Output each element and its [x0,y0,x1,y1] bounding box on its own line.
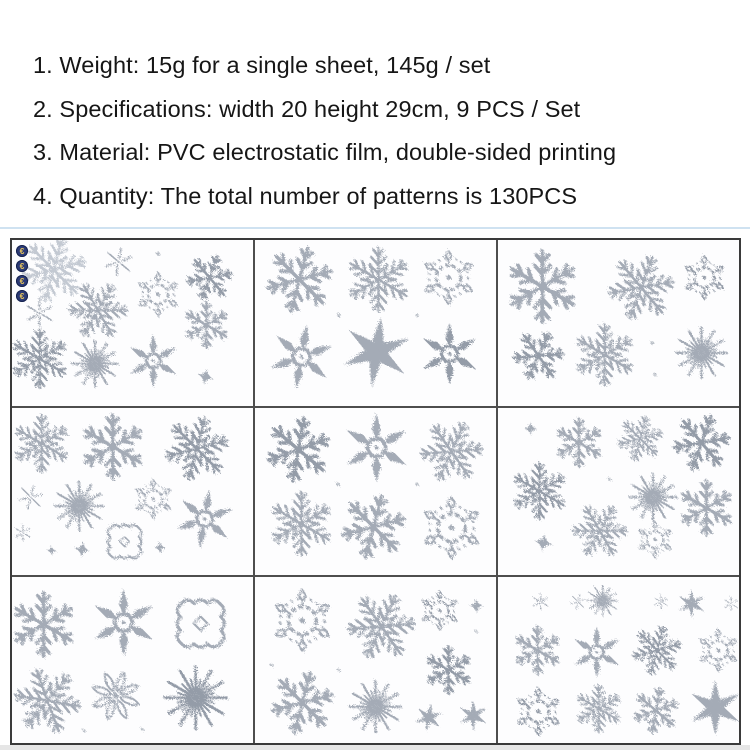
coin-badge-icon: € [16,275,28,287]
spec-line-weight: 1. Weight: 15g for a single sheet, 145g / set [33,52,491,78]
sheet-photo [12,577,253,743]
snowflake-fern [58,270,138,350]
snowflake-sparkle6 [105,246,133,277]
snowflake-sparkle4 [154,542,166,554]
sticker-sheet [12,577,253,743]
snowflake-fern [410,411,493,494]
snowflake-lace [638,522,672,559]
snowflake-burst [630,474,677,521]
snowflake-fern [575,685,623,732]
sheet-photo [255,577,496,743]
snowflake-dot [415,314,418,317]
sheet-photo [12,240,253,406]
snowflake-dendrite [265,665,339,740]
sheet-photo [255,240,496,406]
snowflake-star6 [175,488,234,551]
snowflake-dot [475,630,478,633]
snowflake-sparkle6 [28,300,52,327]
snowflake-fern [562,494,637,569]
snowflake-fern [627,620,687,680]
snowflake-sparkle4 [533,532,554,553]
sheet-photo [498,577,739,743]
snowflake-star6 [269,322,334,391]
snowflake-sparkle4 [524,422,537,435]
snowflake-star6 [423,326,475,382]
snowflake-burst [55,482,104,531]
snowflake-fern [612,411,668,467]
sticker-sheet [498,240,739,406]
snowflake-fern [574,324,635,385]
snowflake-sparkle6 [655,594,667,608]
snowflake-dendrite [82,415,144,479]
spec-line-material: 3. Material: PVC electrostatic film, double-sided printing [33,139,617,165]
snowflake-flower [85,664,147,727]
snowflake-starsharp [678,589,705,618]
snowflake-dendrite [680,481,733,536]
snowflake-dendrite [666,408,737,479]
snowflake-burst [165,666,227,728]
snowflake-dot [608,478,611,481]
sticker-sheet [498,577,739,743]
snowflake-sparkle6 [570,592,587,610]
snowflake-sparkle6 [533,593,547,610]
snowflake-starsharp [339,312,415,391]
snowflake-star6 [575,628,619,675]
coin-badge-icon: € [16,260,28,272]
snowflake-dot [156,252,160,256]
sheet-photo [498,408,739,574]
snowflake-dendrite [181,249,238,307]
snowflake-dot [650,341,653,344]
sticker-sheet [12,408,253,574]
divider-line [0,227,750,229]
snowflake-lace [517,688,560,735]
snowflake-sparkle6 [18,483,44,511]
snowflake-dendrite [508,251,577,322]
snowflake-dendrite [335,488,411,566]
sticker-sheet [255,577,496,743]
snowflake-sparkle4 [73,541,92,560]
snowflake-dendrite [630,684,682,737]
snowflake-dot [337,668,340,671]
snowflake-sparkle4 [469,598,484,613]
snowflake-fern [13,415,71,472]
snowflake-fern [511,463,568,519]
snowflake-lace [422,591,458,630]
snowflake-fern [346,248,410,312]
snowflake-dot [337,314,340,317]
snowflake-dendrite [184,302,228,348]
snowflake-fern [599,245,683,329]
snowflake-fern [12,654,94,743]
sticker-sheet [255,240,496,406]
snowflake-burst [588,585,618,615]
spec-line-specifications: 2. Specifications: width 20 height 29cm, 9 PCS / Set [33,95,581,122]
snowflake-dot [270,663,273,666]
snowflake-burst [350,681,402,733]
sheet-photo [498,240,739,406]
snowflake-lace [699,629,738,671]
sticker-sheet [498,408,739,574]
sticker-sheet-grid [10,238,741,745]
snowflake-lace [424,251,474,305]
bottom-strip [0,745,750,750]
snowflake-fern [269,492,333,556]
snowflake-burst [72,341,118,387]
snowflake-lace [684,256,724,300]
spec-line-quantity: 4. Quantity: The total number of patterns is 130PCS [33,182,578,209]
snowflake-fern [158,410,236,488]
coin-badge-icon: € [16,245,28,257]
snowflake-fern [337,581,427,671]
snowflake-dendrite [260,240,339,320]
snowflake-lace [423,498,479,559]
snowflake-star6 [95,591,152,653]
snowflake-lace [135,480,171,519]
snowflake-star6 [131,336,176,385]
snowflake-lace [274,590,330,651]
snowflake-burst [676,327,727,378]
snowflake-sparkle4 [196,367,216,387]
badge-column [16,245,28,302]
snowflake-dendrite [506,323,571,389]
sticker-sheet [255,408,496,574]
snowflake-starsharp [459,700,488,730]
snowflake-dot [141,728,144,731]
coin-badge-icon: € [16,290,28,302]
snowflake-dot [415,483,418,486]
snowflake-dendrite [556,419,603,467]
spec-list [33,44,742,218]
snowflake-dot [654,373,657,376]
snowflake-lace [138,273,178,317]
snowflake-dendrite [426,646,472,693]
snowflake-squiggle [108,525,141,559]
snowflake-sparkle4 [47,546,57,556]
snowflake-starsharp [689,680,739,735]
snowflake-dot [83,729,86,732]
snowflake-dendrite [262,413,334,487]
snowflake-star6 [347,416,406,480]
sheet-photo [255,408,496,574]
sheet-photo [12,408,253,574]
snowflake-starsharp [413,701,445,734]
snowflake-fern [12,330,69,388]
snowflake-squiggle [177,600,224,647]
snowflake-sparkle6 [16,525,30,542]
sticker-sheet [12,240,253,406]
snowflake-sparkle6 [725,596,737,610]
snowflake-dendrite [514,626,560,673]
snowflake-dot [336,483,339,486]
snowflake-dendrite [13,592,75,656]
